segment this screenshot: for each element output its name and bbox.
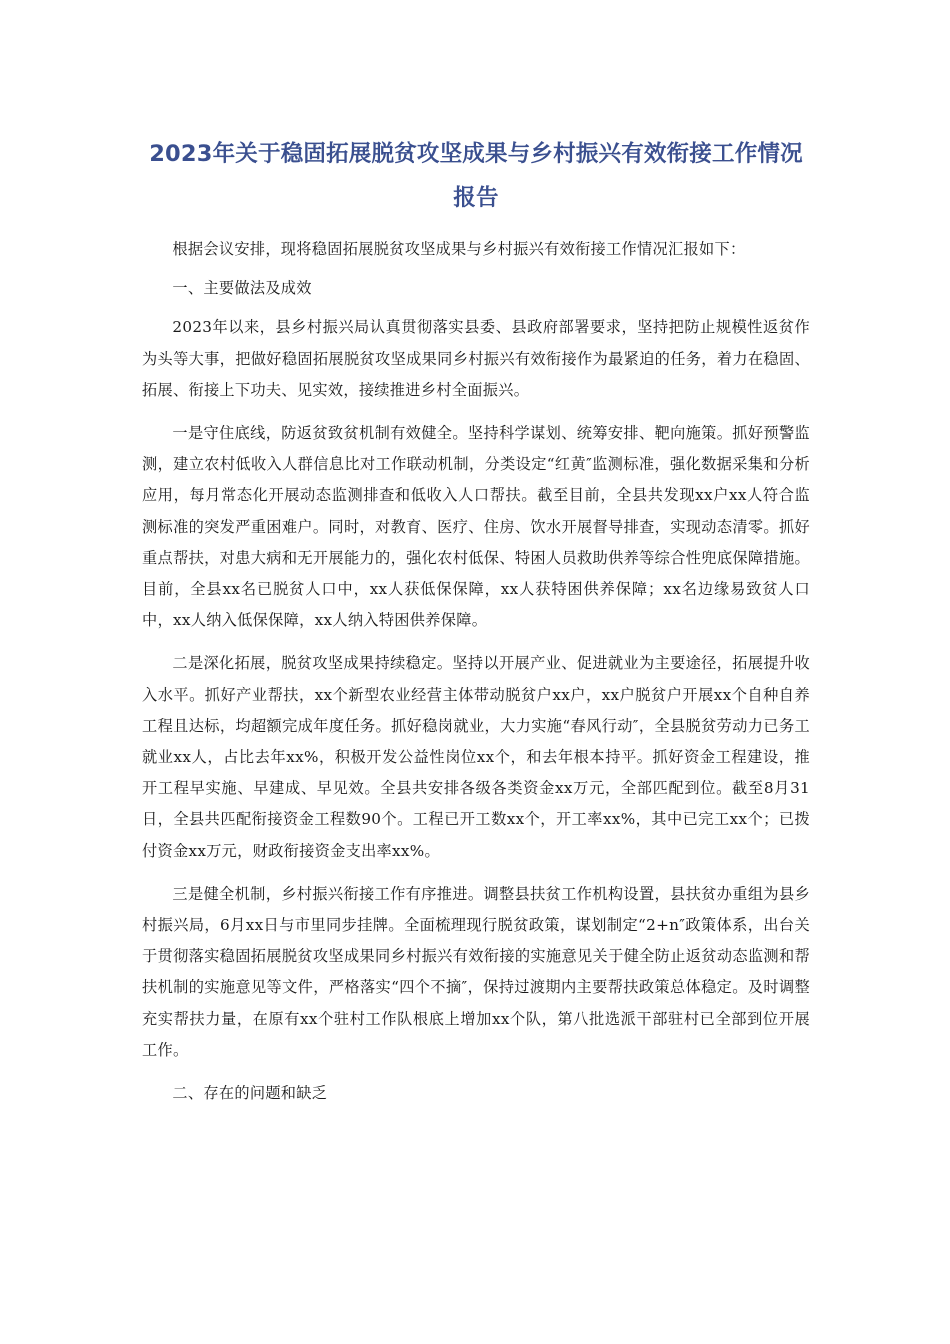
intro-paragraph: 根据会议安排，现将稳固拓展脱贫攻坚成果与乡村振兴有效衔接工作情况汇报如下： [172,240,746,258]
document-page [142,132,810,1109]
deepen-expand-paragraph: 二是深化拓展，脱贫攻坚成果持续稳定。坚持以开展产业、促进就业为主要途径，拓展提升收入水平。抓好产业帮扶，xx个新型农业经营主体带动脱贫户xx户，xx户脱贫户开展xx个自种自养工程且达标，均超额完成年度任务。抓好稳岗就业，大力实施“春风行动″，全县脱贫劳动力已务工就业xx人，占比去年xx%，积极开发公益性岗位xx个，和去年根本持平。抓好资金工程建设，推开工程早实施、早建成、早见效。全县共安排各级各类资金xx万元，全部匹配到位。截至8月31日，全县共匹配衔接资金工程数90个。工程已开工数xx个，开工率xx%，其中已完工xx个；已拨付资金xx万元，财政衔接资金支出率xx%。 [142,654,810,860]
bottom-line-paragraph: 一是守住底线，防返贫致贫机制有效健全。坚持科学谋划、统筹安排、靶向施策。抓好预警监测，建立农村低收入人群信息比对工作联动机制，分类设定“红黄″监测标准，强化数据采集和分析应用，每月常态化开展动态监测排查和低收入人口帮扶。截至目前，全县共发现xx户xx人符合监测标准的突发严重困难户。同时，对教育、医疗、住房、饮水开展督导排查，实现动态清零。抓好重点帮扶，对患大病和无开展能力的，强化农村低保、特困人员救助供养等综合性兜底保障措施。目前，全县xx名已脱贫人口中，xx人获低保保障，xx人获特困供养保障；xx名边缘易致贫人口中，xx人纳入低保保障，xx人纳入特困供养保障。 [142,424,810,630]
section-heading-measures: 一、主要做法及成效 [172,279,312,298]
mechanism-paragraph: 三是健全机制，乡村振兴衔接工作有序推进。调整县扶贫工作机构设置，县扶贫办重组为县乡村振兴局，6月xx日与市里同步挂牌。全面梳理现行脱贫政策，谋划制定“2+n″政策体系，出台关于贯彻落实稳固拓展脱贫攻坚成果同乡村振兴有效衔接的实施意见关于健全防止返贫动态监测和帮扶机制的实施意见等文件，严格落实“四个不摘″，保持过渡期内主要帮扶政策总体稳定。及时调整充实帮扶力量，在原有xx个驻村工作队根底上增加xx个队，第八批选派干部驻村已全部到位开展工作。 [142,884,810,1059]
section-heading-problems: 二、存在的问题和缺乏 [172,1084,328,1103]
overview-paragraph: 2023年以来，县乡村振兴局认真贯彻落实县委、县政府部署要求，坚持把防止规模性返贫作为头等大事，把做好稳固拓展脱贫攻坚成果同乡村振兴有效衔接作为最紧迫的任务，着力在稳固、拓展、衔接上下功夫、见实效，接续推进乡村全面振兴。 [142,318,810,399]
document-title: 2023年关于稳固拓展脱贫攻坚成果与乡村振兴有效衔接工作情况报告 [149,141,803,211]
